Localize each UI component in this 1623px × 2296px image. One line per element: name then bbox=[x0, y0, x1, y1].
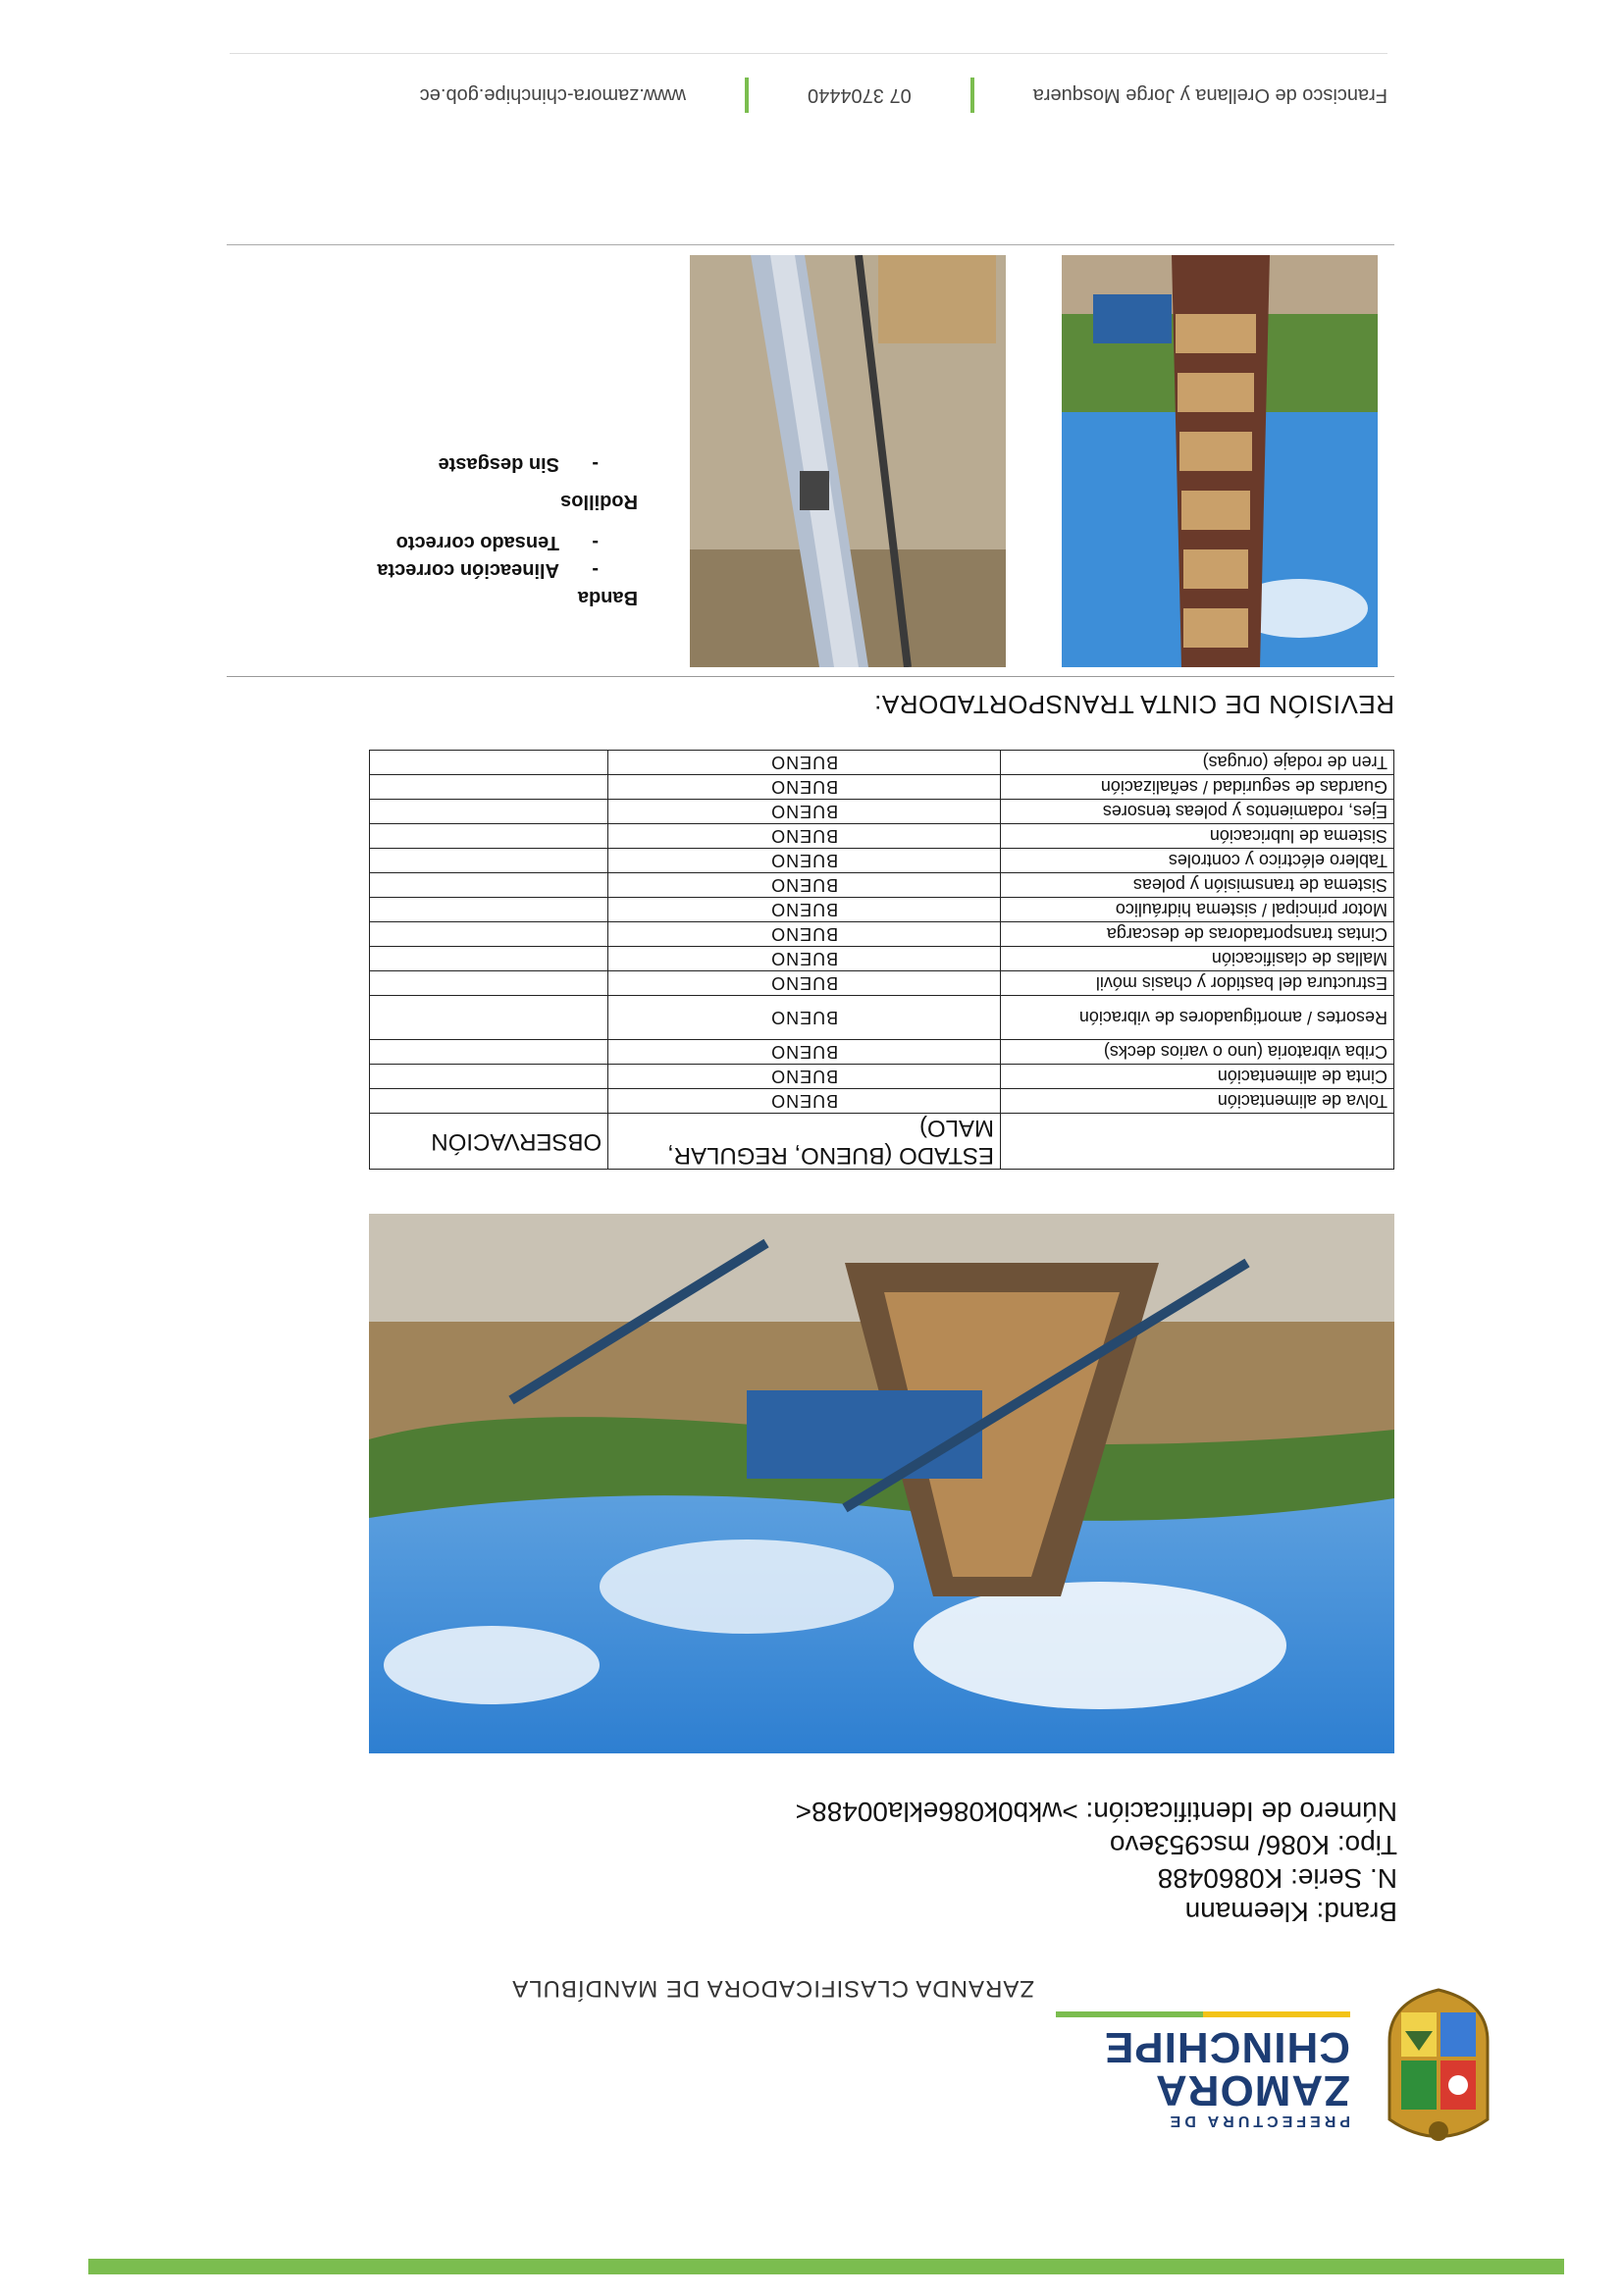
status-table bbox=[369, 750, 1394, 1170]
logo-stripes bbox=[1056, 2011, 1350, 2017]
footer-phone: 07 3704440 bbox=[808, 84, 912, 107]
footer-bottom-divider bbox=[230, 53, 1387, 54]
prefectura-logo bbox=[987, 1982, 1497, 2149]
table-row bbox=[370, 800, 1394, 824]
table-cell-estado: BUENO bbox=[608, 922, 1001, 947]
table-row bbox=[370, 873, 1394, 898]
table-cell-estado: BUENO bbox=[608, 800, 1001, 824]
table-row bbox=[370, 922, 1394, 947]
table-cell-estado: BUENO bbox=[608, 824, 1001, 849]
table-cell-estado: BUENO bbox=[608, 849, 1001, 873]
table-cell-item: Ejes, rodamientos y poleas tensores bbox=[1001, 800, 1394, 824]
table-row bbox=[370, 1089, 1394, 1114]
revision-section-title: REVISIÓN DE CINTA TRANSPORTADORA: bbox=[873, 690, 1394, 719]
table-cell-obs bbox=[370, 1065, 608, 1089]
table-row bbox=[370, 1065, 1394, 1089]
page-footer bbox=[230, 78, 1387, 113]
logo-name-line2: CHINCHIPE bbox=[1103, 2023, 1350, 2071]
logo-prefix: PREFECTURA DE bbox=[1166, 2113, 1350, 2129]
table-cell-item: Guardas de seguridad / señalización bbox=[1001, 775, 1394, 800]
machine-specs bbox=[796, 1795, 1397, 1928]
table-row bbox=[370, 947, 1394, 971]
table-cell-item: Criba vibratoria (uno o varios decks) bbox=[1001, 1040, 1394, 1065]
table-cell-item: Sistema de lubricación bbox=[1001, 824, 1394, 849]
table-cell-estado: BUENO bbox=[608, 898, 1001, 922]
table-cell-estado: BUENO bbox=[608, 971, 1001, 996]
table-row bbox=[370, 1040, 1394, 1065]
checklist-item: -Tensado correcto bbox=[395, 532, 599, 553]
table-cell-item: Tablero eléctrico y controles bbox=[1001, 849, 1394, 873]
table-cell-obs bbox=[370, 775, 608, 800]
table-cell-obs bbox=[370, 1089, 608, 1114]
table-row bbox=[370, 971, 1394, 996]
table-cell-estado: BUENO bbox=[608, 873, 1001, 898]
table-cell-item: Mallas de clasificación bbox=[1001, 947, 1394, 971]
coat-of-arms-icon bbox=[1380, 1987, 1497, 2149]
table-cell-item: Cintas transportadoras de descarga bbox=[1001, 922, 1394, 947]
table-cell-obs bbox=[370, 1040, 608, 1065]
spec-serie: N. Serie: K0860488 bbox=[1157, 1863, 1397, 1894]
spec-identification: Número de Identificación: >wkb0k086ekla00488< bbox=[795, 1797, 1397, 1827]
conveyor-checklist bbox=[377, 447, 638, 608]
checklist-item: -Alineación correcta bbox=[377, 559, 599, 581]
table-cell-estado: BUENO bbox=[608, 996, 1001, 1040]
table-cell-estado: BUENO bbox=[608, 775, 1001, 800]
table-cell-estado: BUENO bbox=[608, 751, 1001, 775]
document-title: ZARANDA CLASIFICADORA DE MANDÍBULA bbox=[511, 1975, 1034, 2002]
table-cell-obs bbox=[370, 996, 608, 1040]
table-cell-obs bbox=[370, 971, 608, 996]
table-cell-item: Resortes / amortiguadores de vibración bbox=[1001, 996, 1394, 1040]
table-row bbox=[370, 775, 1394, 800]
table-row bbox=[370, 996, 1394, 1040]
table-header-estado: ESTADO (BUENO, REGULAR, MALO) bbox=[608, 1114, 1001, 1170]
table-row bbox=[370, 898, 1394, 922]
table-cell-item: Tren de rodaje (orugas) bbox=[1001, 751, 1394, 775]
banda-label: Banda bbox=[577, 587, 638, 608]
machine-photo bbox=[369, 1214, 1394, 1753]
footer-separator bbox=[745, 78, 749, 113]
table-row bbox=[370, 751, 1394, 775]
spec-tipo: Tipo: K086/ msc953evo bbox=[1109, 1830, 1397, 1860]
header-green-bar bbox=[88, 2259, 1564, 2274]
table-cell-estado: BUENO bbox=[608, 947, 1001, 971]
table-cell-item: Tolva de alimentación bbox=[1001, 1089, 1394, 1114]
footer-divider bbox=[227, 244, 1394, 245]
logo-wordmark bbox=[1056, 2011, 1350, 2129]
table-cell-obs bbox=[370, 751, 608, 775]
table-row bbox=[370, 849, 1394, 873]
table-header-item bbox=[1001, 1114, 1394, 1170]
table-cell-estado: BUENO bbox=[608, 1040, 1001, 1065]
table-row bbox=[370, 824, 1394, 849]
table-cell-estado: BUENO bbox=[608, 1089, 1001, 1114]
table-cell-item: Sistema de transmisión y poleas bbox=[1001, 873, 1394, 898]
table-cell-obs bbox=[370, 898, 608, 922]
footer-separator bbox=[970, 78, 974, 113]
table-cell-obs bbox=[370, 947, 608, 971]
spec-brand: Brand: Kleemann bbox=[1184, 1897, 1397, 1927]
conveyor-photo-side-view bbox=[690, 255, 1006, 667]
table-cell-obs bbox=[370, 800, 608, 824]
table-cell-item: Estructura del bastidor y chasis móvil bbox=[1001, 971, 1394, 996]
table-cell-obs bbox=[370, 824, 608, 849]
table-header-observacion: OBSERVACIÓN bbox=[370, 1114, 608, 1170]
checklist-item: -Sin desgaste bbox=[438, 453, 599, 475]
footer-website: www.zamora-chinchipe.gob.ec bbox=[419, 84, 687, 107]
conveyor-photo-top-view bbox=[1062, 255, 1378, 667]
table-cell-estado: BUENO bbox=[608, 1065, 1001, 1089]
table-header-row bbox=[370, 1114, 1394, 1170]
section-divider bbox=[227, 676, 1394, 677]
footer-address: Francisco de Orellana y Jorge Mosquera bbox=[1032, 84, 1387, 107]
rodillos-label: Rodillos bbox=[560, 491, 638, 512]
table-cell-obs bbox=[370, 849, 608, 873]
logo-name-line1: ZAMORA bbox=[1154, 2066, 1350, 2114]
table-cell-item: Cinta de alimentación bbox=[1001, 1065, 1394, 1089]
table-cell-item: Motor principal / sistema hidráulico bbox=[1001, 898, 1394, 922]
table-cell-obs bbox=[370, 873, 608, 898]
table-cell-obs bbox=[370, 922, 608, 947]
